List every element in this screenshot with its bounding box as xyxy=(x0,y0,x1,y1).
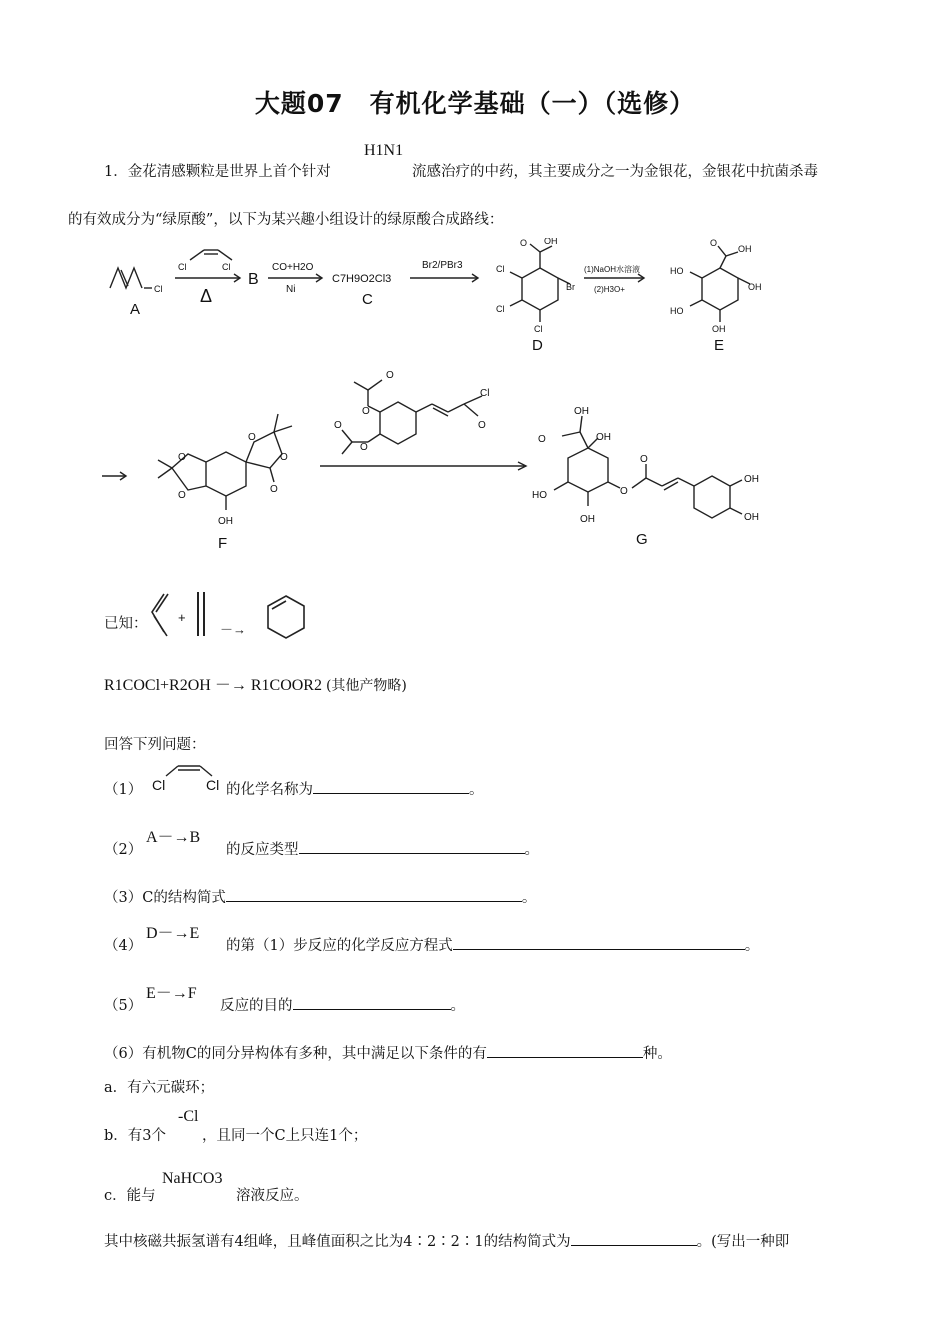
q2-answer-blank[interactable] xyxy=(299,839,525,854)
answer-prompt: 回答下列问题： xyxy=(104,737,206,753)
f-oh: OH xyxy=(218,516,233,527)
eq-left: R1COCl+R2OH xyxy=(104,677,211,694)
q4-answer-blank[interactable] xyxy=(453,935,745,950)
q2-line xyxy=(226,838,539,859)
q6-last-line xyxy=(104,1230,789,1251)
q6-last-tail: 。(写出一种即 xyxy=(696,1234,790,1250)
q1-intro-c: 的有效成分为“绿原酸”，以下为某兴趣小组设计的绿原酸合成路线： xyxy=(68,212,504,228)
g-ho: HO xyxy=(532,490,547,501)
condition-b-pre: b．有3个 xyxy=(104,1128,167,1144)
label-a: A xyxy=(130,301,141,318)
reagent-o-2: O xyxy=(386,370,394,381)
q1-period: 。 xyxy=(469,782,484,798)
diene-skeleton xyxy=(152,594,164,632)
d-o: O xyxy=(520,238,528,248)
reagent-o-3: O xyxy=(360,442,368,453)
diels-alder-scheme xyxy=(146,590,332,646)
q5-number: （5） xyxy=(104,998,143,1014)
q1-answer-blank[interactable] xyxy=(313,779,469,794)
q4-number: （4） xyxy=(104,938,143,954)
e-oh-1: OH xyxy=(748,282,762,292)
label-g: G xyxy=(636,531,648,548)
f-o-4: O xyxy=(280,452,288,463)
q1-intro-b: 流感治疗的中药，其主要成分之一为金银花，金银花中抗菌杀毒 xyxy=(412,164,818,180)
q5-line xyxy=(220,994,465,1015)
q1-number: （1） xyxy=(104,782,143,798)
condition-c-pre: c．能与 xyxy=(104,1188,156,1204)
known-equation xyxy=(104,672,407,695)
q6-answer-blank[interactable] xyxy=(487,1043,643,1058)
reagent-o-4: O xyxy=(334,420,342,431)
q6-structure-blank[interactable] xyxy=(571,1231,697,1246)
q4-line xyxy=(226,934,759,955)
q1-intro-a: 1．金花清感颗粒是世界上首个针对 xyxy=(104,164,331,180)
condition-b-cl: -Cl xyxy=(178,1108,199,1125)
q4-text: 的第（1）步反应的化学反应方程式 xyxy=(226,938,453,954)
f-o-1: O xyxy=(178,452,186,463)
known-arrow: －→ xyxy=(220,622,247,637)
reagent-cl-left: Cl xyxy=(178,262,187,272)
q6-last-text: 其中核磁共振氢谱有4组峰，且峰值面积之比为4∶2∶2∶1的结构简式为 xyxy=(104,1234,571,1250)
synthesis-scheme-row2 xyxy=(98,368,778,558)
q3-line xyxy=(104,886,536,907)
compound-a-skeleton xyxy=(110,268,142,288)
q1-cl-right: Cl xyxy=(206,777,220,793)
compound-d-ring xyxy=(522,268,558,310)
q2-number: （2） xyxy=(104,842,143,858)
q3-text: （3）C的结构简式 xyxy=(104,890,226,906)
reagent-ring xyxy=(380,402,416,444)
cyclohexene-ring xyxy=(268,596,304,638)
q2-text: 的反应类型 xyxy=(226,842,299,858)
plus-sign: + xyxy=(178,610,186,625)
e-ho-1: HO xyxy=(670,266,684,276)
d-cl-1: Cl xyxy=(496,264,505,274)
q6-line xyxy=(104,1042,672,1063)
reagent-o-1: O xyxy=(362,406,370,417)
label-b: B xyxy=(248,271,259,288)
compound-e-ring xyxy=(702,268,738,310)
q5-answer-blank[interactable] xyxy=(293,995,451,1010)
reagent-cl: Cl xyxy=(480,388,490,399)
condition-h3o: (2)H3O+ xyxy=(594,285,625,294)
d-oh: OH xyxy=(544,238,558,246)
q1-line xyxy=(226,778,484,799)
condition-a: a．有六元碳环； xyxy=(104,1080,215,1096)
eq-right: R1COOR2 xyxy=(250,677,322,694)
q4-period: 。 xyxy=(744,938,760,954)
d-br: Br xyxy=(566,282,575,292)
heat-symbol: Δ xyxy=(200,286,213,306)
q1-cl-left: Cl xyxy=(152,777,166,793)
known-label: 已知： xyxy=(104,616,148,632)
e-oh-acid: OH xyxy=(738,244,752,254)
compound-f-ring xyxy=(206,452,246,496)
label-d: D xyxy=(532,337,543,354)
compound-a-cl: Cl xyxy=(154,284,163,294)
g-o-carbonyl: O xyxy=(538,434,546,445)
g-oh-tertiary: OH xyxy=(596,432,611,443)
eq-note: (其他产物略) xyxy=(325,678,407,694)
h1n1-formula: H1N1 xyxy=(364,142,404,159)
q3-period: 。 xyxy=(521,890,537,906)
q2-period: 。 xyxy=(524,842,539,858)
g-oh-phenol-2: OH xyxy=(744,512,759,523)
f-o-carbonyl: O xyxy=(270,484,278,495)
q1-text: 的化学名称为 xyxy=(226,782,313,798)
g-oh-ring: OH xyxy=(580,514,595,525)
condition-c-post: 溶液反应。 xyxy=(236,1188,309,1204)
q5-period: 。 xyxy=(450,998,465,1014)
reagent-cl-right: Cl xyxy=(222,262,231,272)
condition-br2-pbr3: Br2/PBr3 xyxy=(422,260,463,271)
e-o: O xyxy=(710,238,718,248)
q2-formula: A－→B xyxy=(146,829,201,846)
q5-text: 反应的目的 xyxy=(220,998,293,1014)
reagent-o-carbonyl: O xyxy=(478,420,486,431)
f-o-3: O xyxy=(248,432,256,443)
dichloroethene-structure xyxy=(150,760,226,796)
d-cl-2: Cl xyxy=(496,304,505,314)
g-o-ester: O xyxy=(620,486,628,497)
condition-naoh: (1)NaOH水溶液 xyxy=(584,265,641,274)
q6-tail: 种。 xyxy=(642,1046,672,1062)
g-o-ester-carbonyl: O xyxy=(640,454,648,465)
e-ho-2: HO xyxy=(670,306,684,316)
condition-ni: Ni xyxy=(286,284,296,295)
q5-formula: E－→F xyxy=(146,985,197,1002)
d-cl-3: Cl xyxy=(534,324,543,334)
label-e: E xyxy=(714,337,725,354)
q4-formula: D－→E xyxy=(146,925,200,942)
q6-text: （6）有机物C的同分异构体有多种，其中满足以下条件的有 xyxy=(104,1046,487,1062)
label-c: C xyxy=(362,291,373,308)
compound-g-ring xyxy=(568,448,608,492)
page-title: 大题07 有机化学基础（一）（选修） xyxy=(254,89,696,118)
q1-intro-line1 xyxy=(104,160,331,181)
g-oh-acid: OH xyxy=(574,406,589,417)
condition-c-formula: NaHCO3 xyxy=(162,1170,223,1187)
g-oh-phenol-1: OH xyxy=(744,474,759,485)
label-f: F xyxy=(218,535,228,552)
q3-answer-blank[interactable] xyxy=(226,887,522,902)
f-o-2: O xyxy=(178,490,186,501)
condition-b-post: ，且同一个C上只连1个； xyxy=(202,1128,368,1144)
synthesis-scheme-row1 xyxy=(100,238,780,358)
eq-arrow: －→ xyxy=(214,677,247,694)
condition-co-h2o: CO+H2O xyxy=(272,262,314,273)
formula-c: C7H9O2Cl3 xyxy=(332,273,392,285)
e-oh-2: OH xyxy=(712,324,726,334)
